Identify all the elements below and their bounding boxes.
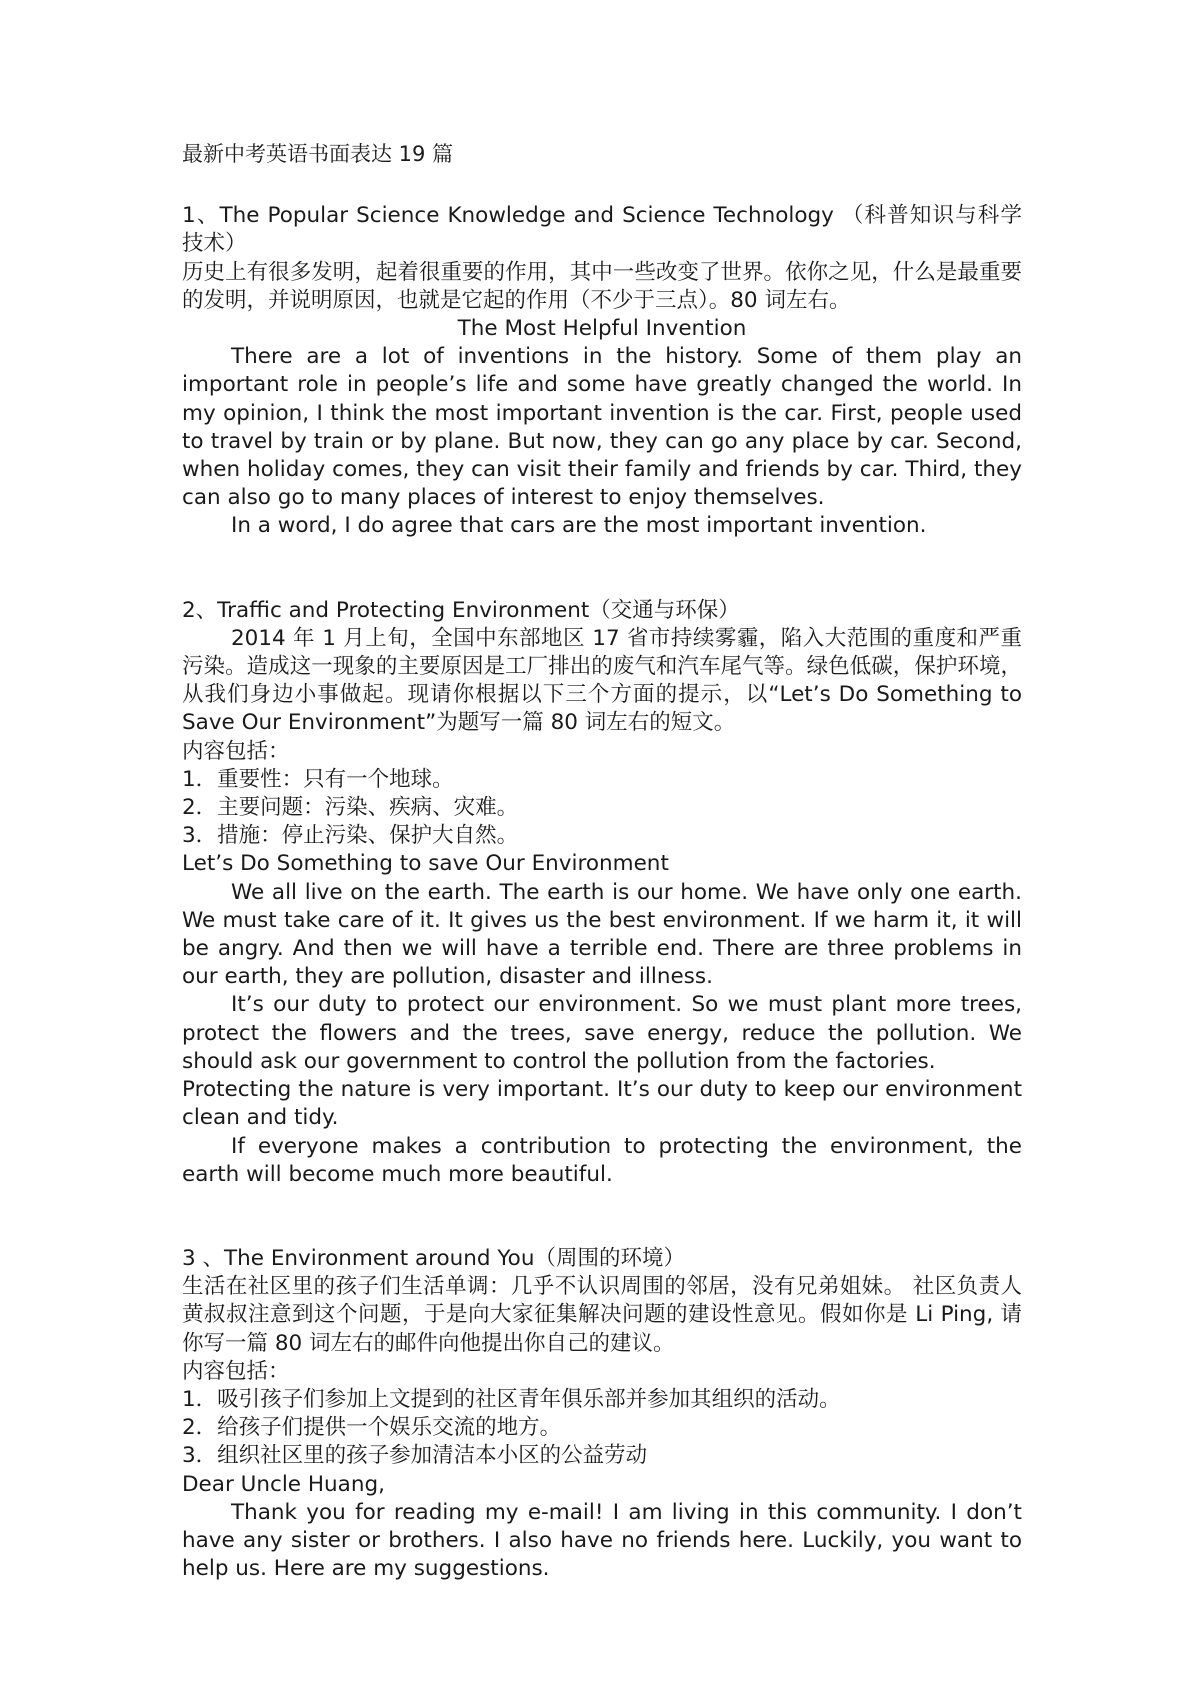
document-page [182, 140, 1022, 1583]
section-3-prompt: 生活在社区里的孩子们生活单调：几乎不认识周围的邻居，没有兄弟姐妹。 社区负责人黄叔叔注意到这个问题，于是向大家征集解决问题的建设性意见。假如你是 Li Ping, 请你写一篇 80 词左右的邮件向他提出你自己的建议。 [182, 1274, 1022, 1356]
section-2-item: 3．措施：停止污染、保护大自然。 [182, 823, 519, 849]
section-3-heading: 3 、The Environment around You（周围的环境） [182, 1245, 685, 1271]
section-2-paragraph-3: Protecting the nature is very important. It’s our duty to keep our environment clean and tidy. [182, 1077, 1022, 1131]
section-2-paragraph-4: If everyone makes a contribution to protecting the environment, the earth will become much more beautiful. [182, 1133, 1022, 1187]
section-1-paragraph-2: In a word, I do agree that cars are the most important invention. [231, 513, 927, 539]
section-2-paragraph-2: It’s our duty to protect our environment. So we must plant more trees, protect the flowers and the trees, save energy, reduce the pollution. We should ask our government to control the pollution from the factories. [182, 992, 1022, 1074]
section-3-paragraph-1: Thank you for reading my e-mail! I am living in this community. I don’t have any sister or brothers. I also have no friends here. Luckily, you want to help us. Here are my suggestions. [182, 1499, 1022, 1582]
section-1-essay-title: The Most Helpful Invention [457, 316, 747, 342]
document-title: 最新中考英语书面表达 19 篇 [182, 142, 454, 166]
section-3-item: 3．组织社区里的孩子参加清洁本小区的公益劳动 [182, 1443, 648, 1469]
section-2-prompt: 2014 年 1 月上旬，全国中东部地区 17 省市持续雾霾，陷入大范围的重度和严重污染。造成这一现象的主要原因是工厂排出的废气和汽车尾气等。绿色低碳，保护环境，从我们身边小事做起。现请你根据以下三个方面的提示，以“Let’s Do Something to Save Our Environment”为题写一篇 80 词左右的短文。 [182, 625, 1022, 736]
section-2-heading: 2、Traffic and Protecting Environment（交通与环保） [182, 597, 740, 623]
section-spacer [182, 541, 1022, 597]
section-1-paragraph-1: There are a lot of inventions in the history. Some of them play an important role in people’s life and some have greatly changed the world. In my opinion, I think the most important invention is the car. First, people used to travel by train or by plane. But now, they can go any place by car. Second, when holiday comes, they can visit their family and friends by car. Third, they can also go to many places of interest to enjoy themselves. [182, 344, 1022, 511]
section-2-item: 1．重要性：只有一个地球。 [182, 766, 454, 792]
letter-greeting: Dear Uncle Huang, [182, 1471, 385, 1497]
section-2-content-label: 内容包括： [182, 738, 290, 764]
section-spacer [182, 1189, 1022, 1245]
section-2-paragraph-1: We all live on the earth. The earth is our home. We have only one earth. We must take care of it. It gives us the best environment. If we harm it, it will be angry. And then we will have a terrible end. There are three problems in our earth, they are pollution, disaster and illness. [182, 879, 1022, 990]
section-1-prompt: 历史上有很多发明，起着很重要的作用，其中一些改变了世界。依你之见，什么是最重要的发明，并说明原因，也就是它起的作用（不少于三点）。80 词左右。 [182, 259, 1022, 313]
section-2-item: 2．主要问题：污染、疾病、灾难。 [182, 795, 519, 821]
section-2-essay-title: Let’s Do Something to save Our Environment [182, 851, 669, 877]
section-3-item: 2．给孩子们提供一个娱乐交流的地方。 [182, 1415, 562, 1441]
section-3-content-label: 内容包括： [182, 1358, 290, 1384]
section-3-item: 1．吸引孩子们参加上文提到的社区青年俱乐部并参加其组织的活动。 [182, 1386, 841, 1412]
section-1-heading: 1、The Popular Science Knowledge and Science Technology （科普知识与科学技术） [182, 203, 1022, 257]
